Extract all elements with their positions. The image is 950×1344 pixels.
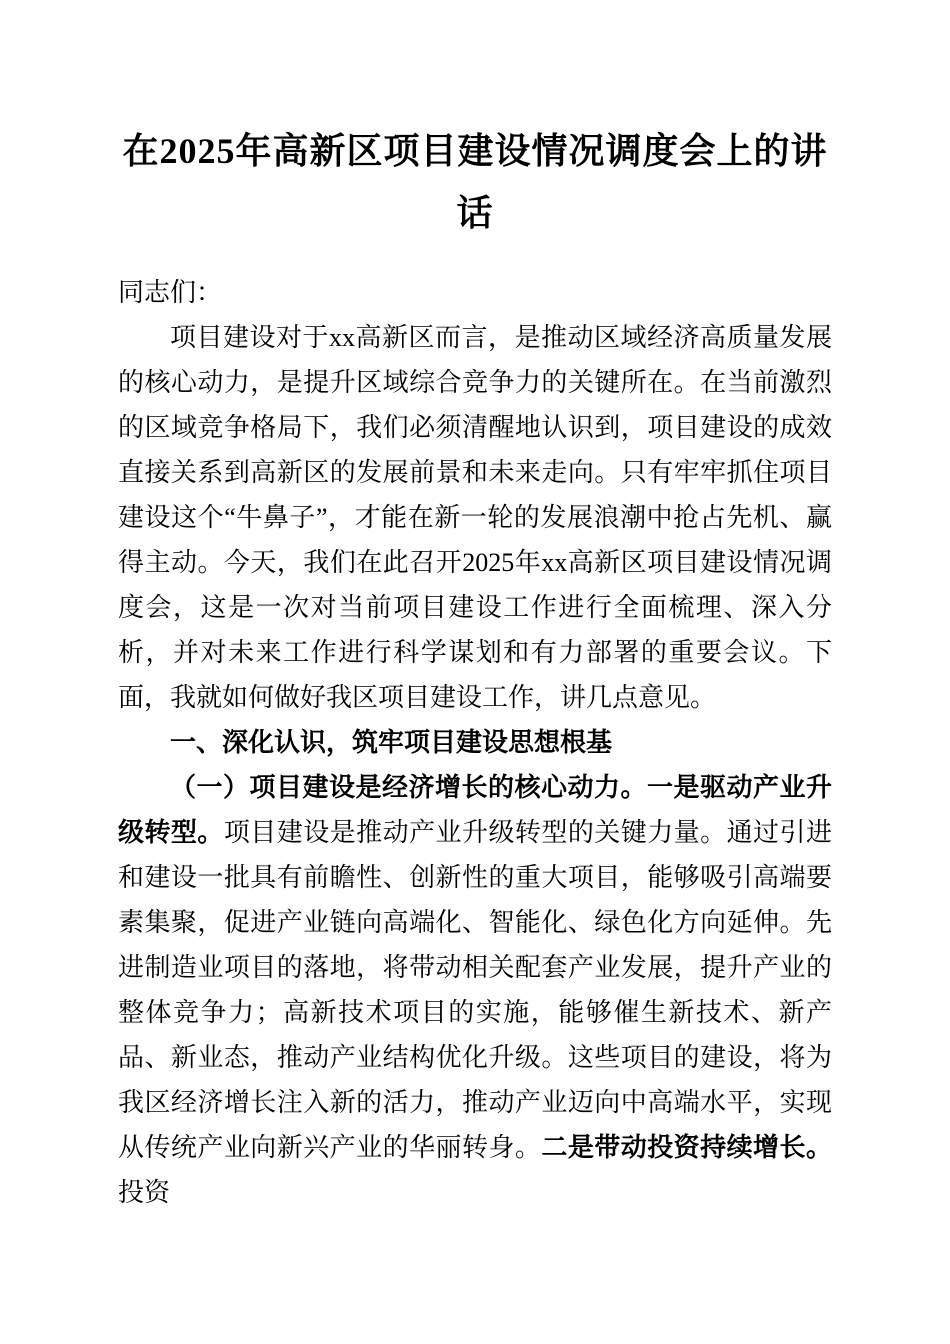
document-title: 在2025年高新区项目建设情况调度会上的讲话 bbox=[122, 131, 828, 233]
intro-paragraph: 项目建设对于xx高新区而言，是推动区域经济高质量发展的核心动力，是提升区域综合竞争力的关键所在。在当前激烈的区域竞争格局下，我们必须清醒地认识到，项目建设的成效直接关系到高新区的发展前景和未来走向。只有牢牢抓住项目建设这个“牛鼻子”，才能在新一轮的发展浪潮中抢占先机、赢得主动。今天，我们在此召开2025年xx高新区项目建设情况调度会，这是一次对当前项目建设工作进行全面梳理、深入分析，并对未来工作进行科学谋划和有力部署的重要会议。下面，我就如何做好我区项目建设工作，讲几点意见。 bbox=[118, 323, 832, 712]
section-1-body-text: 项目建设是推动产业升级转型的关键力量。通过引进和建设一批具有前瞻性、创新性的重大项目，能够吸引高端要素集聚，促进产业链向高端化、智能化、绿色化方向延伸。先进制造业项目的落地，将带动相关配套产业发展，提升产业的整体竞争力；高新技术项目的实施，能够催生新技术、新产品、新业态，推动产业结构优化升级。这些项目的建设，将为我区经济增长注入新的活力，推动产业迈向中高端水平，实现从传统产业向新兴产业的华丽转身。 bbox=[118, 818, 832, 1162]
section-1-bold-lead: （一）项目建设是经济增长的核心动力。一是驱动产业升级转型。 bbox=[118, 772, 832, 847]
section-1-tail-text: 投资 bbox=[118, 1178, 171, 1207]
section-1-bold-point-2: 二是带动投资持续增长。 bbox=[541, 1132, 832, 1162]
salutation-line: 同志们： bbox=[118, 278, 223, 307]
section-1-paragraph bbox=[118, 765, 832, 1215]
section-1-heading: 一、深化认识，筑牢项目建设思想根基 bbox=[170, 727, 613, 757]
